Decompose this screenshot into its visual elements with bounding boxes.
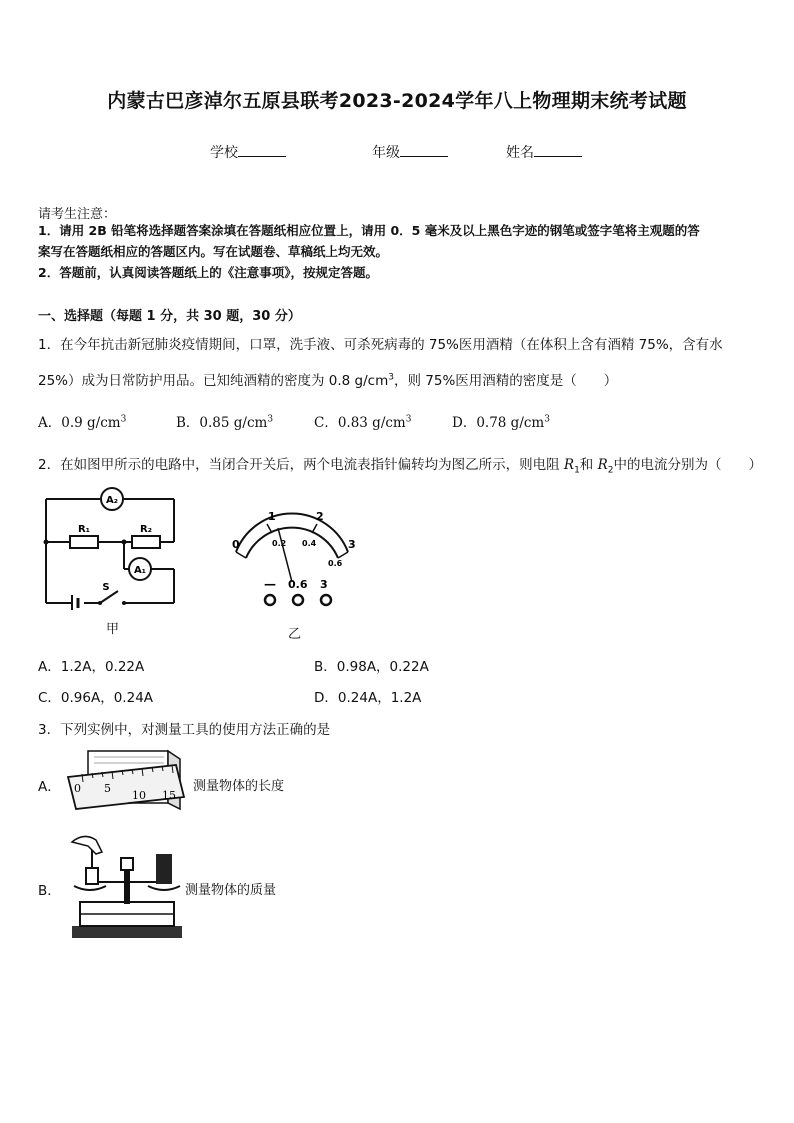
notice-line-3: 2．答题前，认真阅读答题纸上的《注意事项》，按规定答题。 [38,265,378,280]
resistor-r1-label: R₁ [77,524,91,535]
grade-field [372,142,448,162]
page-title: 内蒙古巴彦淖尔五原县联考2023-2024学年八上物理期末统考试题 [107,90,687,112]
ruler-mark-5: 5 [104,782,111,795]
school-blank [238,144,286,157]
dial-mark-1: 1 [268,510,276,523]
resistor-r2-label: R₂ [139,524,153,535]
ammeter-a1-label: A₁ [133,565,147,576]
ruler-mark-10: 10 [132,789,146,802]
q3-option-a-desc: 测量物体的长度 [193,779,285,794]
q1-line-1: 1．在今年抗击新冠肺炎疫情期间，口罩，洗手液、可杀死病毒的 75%医用酒精（在体积上含有酒精 75%，含有水 [38,337,723,353]
dial-inner-mark-3: 0.6 [328,559,343,568]
ruler-measure-image [64,747,190,815]
balance-scale-image [68,832,186,940]
q2-option-a: A．1.2A，0.22A [38,659,145,675]
q3-option-a-label: A． [38,779,61,795]
section-heading: 一、选择题（每题 1 分，共 30 题，30 分） [38,309,301,324]
q3-option-b-label: B． [38,883,61,899]
name-field [506,142,582,162]
q2-option-b: B．0.98A，0.22A [314,659,429,675]
dial-inner-mark-2: 0.4 [302,539,317,548]
q3-text: 3．下列实例中，对测量工具的使用方法正确的是 [38,722,331,738]
circuit-diagram [40,485,185,610]
school-field [210,142,286,162]
grade-blank [400,144,448,157]
school-label: 学校 [210,145,238,161]
switch-label: S [102,582,110,593]
ruler-mark-15: 15 [162,789,176,802]
figure-yi-label: 乙 [288,627,302,642]
name-label: 姓名 [506,145,534,161]
ruler-mark-0: 0 [74,782,81,795]
q3-option-b-desc: 测量物体的质量 [185,883,277,898]
dial-mark-0: 0 [232,538,240,551]
dial-inner-mark-1: 0.2 [272,539,287,548]
dial-mark-2: 2 [316,510,324,523]
q2-option-d: D．0.24A，1.2A [314,690,422,706]
notice-heading: 请考生注意： [38,207,117,222]
dial-mark-3: 3 [348,538,356,551]
q1-option-d: D．0.78 $g/cm^3$ [452,414,550,431]
ammeter-dial [222,508,362,608]
q1-option-b: B．0.85 $g/cm^3$ [176,414,274,431]
figure-jia-label: 甲 [106,622,120,637]
q2-text: 2．在如图甲所示的电路中，当闭合开关后，两个电流表指针偏转均为图乙所示，则电阻 $R_1$和 $R_2$中的电流分别为（ ） [38,457,762,476]
q1-option-c: C．0.83 $g/cm^3$ [314,414,412,431]
grade-label: 年级 [372,145,400,161]
ammeter-a2-label: A₂ [105,495,119,506]
terminal-3-label: 3 [320,578,328,591]
q1-option-a: A．0.9 $g/cm^3$ [38,414,127,431]
notice-line-1: 1．请用 2B 铅笔将选择题答案涂填在答题纸相应位置上，请用 0．5 毫米及以上黑色字迹的钢笔或签字笔将主观题的答 [38,223,700,238]
terminal-0.6-label: 0.6 [288,578,308,591]
q2-option-c: C．0.96A，0.24A [38,690,154,706]
name-blank [534,144,582,157]
terminal-minus-label: — [264,577,276,591]
q1-line-2: 25%）成为日常防护用品。已知纯酒精的密度为 0.8 $g/cm^3$，则 75%医用酒精的密度是（ ） [38,372,618,389]
notice-line-2: 案写在答题纸相应的答题区内。写在试题卷、草稿纸上均无效。 [38,244,389,259]
